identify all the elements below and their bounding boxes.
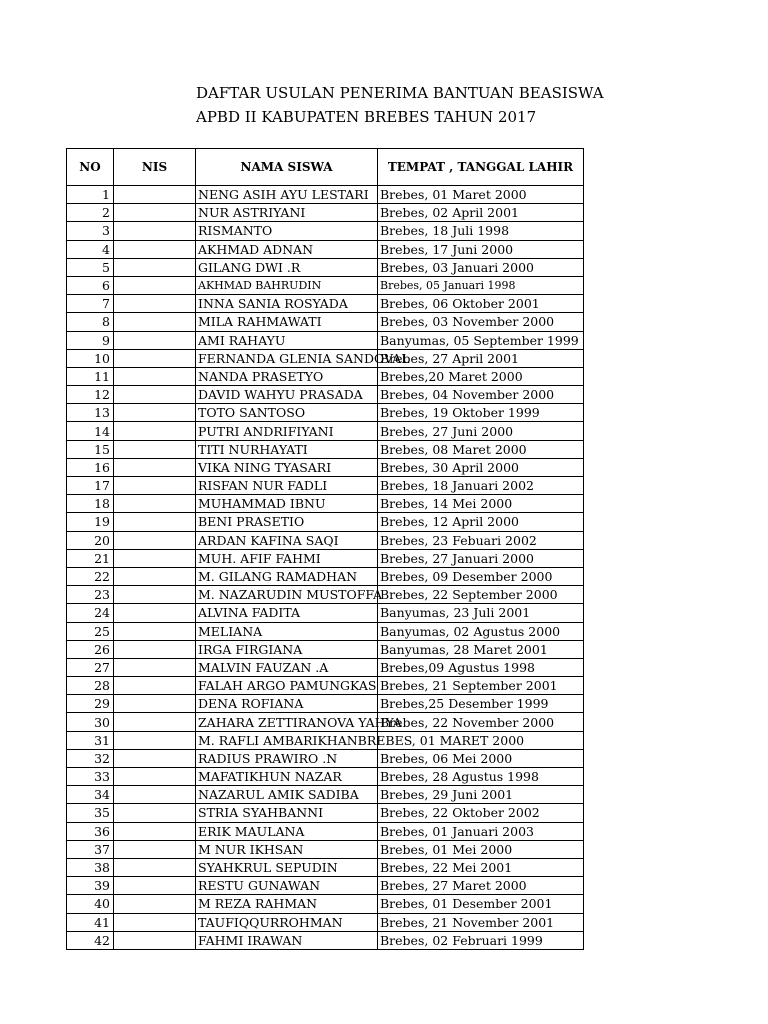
row-tempat-tanggal-lahir: Brebes, 29 Juni 2001 [378, 786, 584, 804]
table-row [67, 804, 584, 822]
row-tempat-tanggal-lahir: Brebes, 22 November 2000 [378, 713, 584, 731]
table-row [67, 276, 584, 294]
row-nama-siswa: NANDA PRASETYO [196, 367, 378, 385]
row-nama-siswa: M. NAZARUDIN MUSTOFFA [196, 586, 378, 604]
header-nis: NIS [114, 149, 196, 186]
table-row [67, 258, 584, 276]
row-nis [114, 895, 196, 913]
row-tempat-tanggal-lahir: Brebes, 27 Juni 2000 [378, 422, 584, 440]
row-nama-siswa: DAVID WAHYU PRASADA [196, 386, 378, 404]
row-nis [114, 422, 196, 440]
row-nama-siswa: IRGA FIRGIANA [196, 640, 378, 658]
row-no: 42 [67, 931, 114, 949]
row-no: 16 [67, 458, 114, 476]
table-row [67, 731, 584, 749]
row-tempat-tanggal-lahir: Brebes,09 Agustus 1998 [378, 658, 584, 676]
row-tempat-tanggal-lahir: Brebes, 04 November 2000 [378, 386, 584, 404]
row-tempat-tanggal-lahir: Brebes, 27 April 2001 [378, 349, 584, 367]
table-row [67, 531, 584, 549]
row-nama-siswa: MUHAMMAD IBNU [196, 495, 378, 513]
row-nis [114, 458, 196, 476]
row-nama-siswa: DENA ROFIANA [196, 695, 378, 713]
table-row [67, 858, 584, 876]
row-nis [114, 495, 196, 513]
row-tempat-tanggal-lahir: Brebes, 06 Mei 2000 [378, 749, 584, 767]
table-row [67, 895, 584, 913]
row-nama-siswa: M. GILANG RAMADHAN [196, 567, 378, 585]
row-nis [114, 931, 196, 949]
row-tempat-tanggal-lahir: Brebes, 01 Maret 2000 [378, 186, 584, 204]
row-nama-siswa: NUR ASTRIYANI [196, 204, 378, 222]
row-tempat-tanggal-lahir: Brebes, 12 April 2000 [378, 513, 584, 531]
row-nama-siswa: ALVINA FADITA [196, 604, 378, 622]
row-no: 15 [67, 440, 114, 458]
row-nis [114, 622, 196, 640]
row-nama-siswa: NENG ASIH AYU LESTARI [196, 186, 378, 204]
row-nama-siswa: ZAHARA ZETTIRANOVA YAHYA [196, 713, 378, 731]
table-row [67, 658, 584, 676]
table-row [67, 586, 584, 604]
row-tempat-tanggal-lahir: Brebes, 01 Desember 2001 [378, 895, 584, 913]
row-nama-siswa: M. RAFLI AMBARIKHANBREBES, 01 MARET 2000 [196, 731, 378, 749]
row-nis [114, 531, 196, 549]
row-tempat-tanggal-lahir: Brebes, 22 Oktober 2002 [378, 804, 584, 822]
row-tempat-tanggal-lahir: Brebes, 27 Maret 2000 [378, 877, 584, 895]
row-tempat-tanggal-lahir: Brebes, 02 Februari 1999 [378, 931, 584, 949]
row-tempat-tanggal-lahir: Brebes, 22 Mei 2001 [378, 858, 584, 876]
row-nis [114, 640, 196, 658]
row-tempat-tanggal-lahir: Brebes, 17 Juni 2000 [378, 240, 584, 258]
row-nama-siswa: TAUFIQQURROHMAN [196, 913, 378, 931]
row-tempat-tanggal-lahir: Banyumas, 02 Agustus 2000 [378, 622, 584, 640]
row-nis [114, 386, 196, 404]
row-no: 24 [67, 604, 114, 622]
row-nama-siswa: RADIUS PRAWIRO .N [196, 749, 378, 767]
table-row [67, 477, 584, 495]
row-tempat-tanggal-lahir: Brebes, 28 Agustus 1998 [378, 768, 584, 786]
row-nama-siswa: FALAH ARGO PAMUNGKAS [196, 677, 378, 695]
row-no: 32 [67, 749, 114, 767]
row-nama-siswa: ERIK MAULANA [196, 822, 378, 840]
row-no: 4 [67, 240, 114, 258]
row-nama-siswa: AMI RAHAYU [196, 331, 378, 349]
row-no: 35 [67, 804, 114, 822]
row-tempat-tanggal-lahir: Brebes,25 Desember 1999 [378, 695, 584, 713]
table-row [67, 622, 584, 640]
row-nama-siswa: RISFAN NUR FADLI [196, 477, 378, 495]
row-no: 38 [67, 858, 114, 876]
row-nama-siswa: FERNANDA GLENIA SANDOVAL [196, 349, 378, 367]
row-no: 18 [67, 495, 114, 513]
row-nis [114, 695, 196, 713]
row-nama-siswa: STRIA SYAHBANNI [196, 804, 378, 822]
table-row [67, 786, 584, 804]
row-tempat-tanggal-lahir: Brebes, 23 Febuari 2002 [378, 531, 584, 549]
document-title: DAFTAR USULAN PENERIMA BANTUAN BEASISWA [196, 84, 604, 102]
row-nis [114, 913, 196, 931]
row-nama-siswa: RESTU GUNAWAN [196, 877, 378, 895]
row-tempat-tanggal-lahir: Brebes, 01 Mei 2000 [378, 840, 584, 858]
table-row [67, 240, 584, 258]
row-no: 14 [67, 422, 114, 440]
row-no: 36 [67, 822, 114, 840]
row-no: 33 [67, 768, 114, 786]
row-nis [114, 276, 196, 294]
row-nis [114, 586, 196, 604]
row-nis [114, 295, 196, 313]
table-row [67, 404, 584, 422]
row-no: 3 [67, 222, 114, 240]
row-nama-siswa: RISMANTO [196, 222, 378, 240]
row-tempat-tanggal-lahir: Brebes, 30 April 2000 [378, 458, 584, 476]
scholarship-table [66, 148, 584, 950]
row-no: 1 [67, 186, 114, 204]
row-nama-siswa: MAFATIKHUN NAZAR [196, 768, 378, 786]
row-no: 25 [67, 622, 114, 640]
row-nis [114, 749, 196, 767]
row-no: 27 [67, 658, 114, 676]
row-tempat-tanggal-lahir: Brebes, 18 Juli 1998 [378, 222, 584, 240]
row-tempat-tanggal-lahir: Brebes, 01 Januari 2003 [378, 822, 584, 840]
table-row [67, 822, 584, 840]
row-nis [114, 440, 196, 458]
row-no: 40 [67, 895, 114, 913]
row-nis [114, 658, 196, 676]
row-nis [114, 877, 196, 895]
table-row [67, 549, 584, 567]
row-no: 28 [67, 677, 114, 695]
table-row [67, 386, 584, 404]
row-tempat-tanggal-lahir: Banyumas, 05 September 1999 [378, 331, 584, 349]
row-tempat-tanggal-lahir: Brebes, 21 September 2001 [378, 677, 584, 695]
row-tempat-tanggal-lahir: Brebes, 18 Januari 2002 [378, 477, 584, 495]
table-row [67, 367, 584, 385]
row-tempat-tanggal-lahir: Brebes, 22 September 2000 [378, 586, 584, 604]
row-nama-siswa: M REZA RAHMAN [196, 895, 378, 913]
table-row [67, 222, 584, 240]
table-row [67, 695, 584, 713]
table-row [67, 440, 584, 458]
row-no: 17 [67, 477, 114, 495]
row-tempat-tanggal-lahir: Brebes, 06 Oktober 2001 [378, 295, 584, 313]
row-nis [114, 604, 196, 622]
row-nis [114, 204, 196, 222]
row-nama-siswa: NAZARUL AMIK SADIBA [196, 786, 378, 804]
row-no: 11 [67, 367, 114, 385]
table-row [67, 931, 584, 949]
row-no: 6 [67, 276, 114, 294]
header-tempat-tanggal-lahir: TEMPAT , TANGGAL LAHIR [378, 149, 584, 186]
row-nis [114, 258, 196, 276]
row-tempat-tanggal-lahir: Brebes, 19 Oktober 1999 [378, 404, 584, 422]
row-nis [114, 822, 196, 840]
table-row [67, 677, 584, 695]
table-row [67, 422, 584, 440]
row-no: 12 [67, 386, 114, 404]
row-no: 5 [67, 258, 114, 276]
row-no: 30 [67, 713, 114, 731]
row-nis [114, 858, 196, 876]
row-nis [114, 713, 196, 731]
row-nis [114, 731, 196, 749]
row-nis [114, 367, 196, 385]
row-nis [114, 331, 196, 349]
table-header-row [67, 149, 584, 186]
row-nama-siswa: BENI PRASETIO [196, 513, 378, 531]
table-row [67, 295, 584, 313]
row-no: 23 [67, 586, 114, 604]
table-row [67, 204, 584, 222]
table-row [67, 513, 584, 531]
row-tempat-tanggal-lahir: Brebes, 02 April 2001 [378, 204, 584, 222]
row-no: 26 [67, 640, 114, 658]
table-body [67, 186, 584, 950]
row-nama-siswa: TOTO SANTOSO [196, 404, 378, 422]
row-nis [114, 222, 196, 240]
table-row [67, 567, 584, 585]
table-row [67, 877, 584, 895]
table-row [67, 458, 584, 476]
row-no: 37 [67, 840, 114, 858]
row-tempat-tanggal-lahir: Brebes, 08 Maret 2000 [378, 440, 584, 458]
row-tempat-tanggal-lahir: Brebes, 14 Mei 2000 [378, 495, 584, 513]
row-nama-siswa: TITI NURHAYATI [196, 440, 378, 458]
row-no: 2 [67, 204, 114, 222]
row-tempat-tanggal-lahir: Brebes, 27 Januari 2000 [378, 549, 584, 567]
row-nis [114, 240, 196, 258]
row-no: 21 [67, 549, 114, 567]
row-nama-siswa: MALVIN FAUZAN .A [196, 658, 378, 676]
row-tempat-tanggal-lahir: Brebes, 09 Desember 2000 [378, 567, 584, 585]
row-nama-siswa: FAHMI IRAWAN [196, 931, 378, 949]
table-row [67, 640, 584, 658]
row-nis [114, 313, 196, 331]
row-no: 7 [67, 295, 114, 313]
row-nama-siswa: AKHMAD BAHRUDIN [196, 276, 378, 294]
table-row [67, 495, 584, 513]
row-nis [114, 549, 196, 567]
table-row [67, 913, 584, 931]
row-nis [114, 840, 196, 858]
row-no: 9 [67, 331, 114, 349]
row-no: 13 [67, 404, 114, 422]
table-row [67, 840, 584, 858]
row-nis [114, 404, 196, 422]
row-tempat-tanggal-lahir: Brebes, 21 November 2001 [378, 913, 584, 931]
row-no: 20 [67, 531, 114, 549]
row-nama-siswa: AKHMAD ADNAN [196, 240, 378, 258]
table-row [67, 749, 584, 767]
row-nama-siswa: GILANG DWI .R [196, 258, 378, 276]
table-row [67, 313, 584, 331]
row-nama-siswa: SYAHKRUL SEPUDIN [196, 858, 378, 876]
row-nama-siswa: PUTRI ANDRIFIYANI [196, 422, 378, 440]
header-nama-siswa: NAMA SISWA [196, 149, 378, 186]
header-no: NO [67, 149, 114, 186]
row-tempat-tanggal-lahir: Brebes, 03 Januari 2000 [378, 258, 584, 276]
row-nis [114, 567, 196, 585]
row-tempat-tanggal-lahir: Banyumas, 23 Juli 2001 [378, 604, 584, 622]
row-no: 31 [67, 731, 114, 749]
row-no: 39 [67, 877, 114, 895]
row-nama-siswa: VIKA NING TYASARI [196, 458, 378, 476]
row-nis [114, 786, 196, 804]
row-nis [114, 768, 196, 786]
row-tempat-tanggal-lahir: Brebes, 03 November 2000 [378, 313, 584, 331]
row-no: 41 [67, 913, 114, 931]
row-nama-siswa: INNA SANIA ROSYADA [196, 295, 378, 313]
row-nis [114, 513, 196, 531]
row-nama-siswa: MUH. AFIF FAHMI [196, 549, 378, 567]
row-nama-siswa: MELIANA [196, 622, 378, 640]
document-subtitle: APBD II KABUPATEN BREBES TAHUN 2017 [196, 108, 537, 126]
row-nama-siswa: M NUR IKHSAN [196, 840, 378, 858]
table-row [67, 331, 584, 349]
row-nis [114, 477, 196, 495]
table-row [67, 604, 584, 622]
row-nis [114, 349, 196, 367]
row-no: 19 [67, 513, 114, 531]
row-no: 8 [67, 313, 114, 331]
row-tempat-tanggal-lahir: Banyumas, 28 Maret 2001 [378, 640, 584, 658]
row-no: 22 [67, 567, 114, 585]
table-row [67, 768, 584, 786]
row-no: 10 [67, 349, 114, 367]
row-tempat-tanggal-lahir: Brebes, 05 Januari 1998 [378, 276, 584, 294]
table-row [67, 186, 584, 204]
table-row [67, 713, 584, 731]
row-nis [114, 677, 196, 695]
row-nis [114, 186, 196, 204]
row-nama-siswa: MILA RAHMAWATI [196, 313, 378, 331]
row-nis [114, 804, 196, 822]
row-no: 29 [67, 695, 114, 713]
row-nama-siswa: ARDAN KAFINA SAQI [196, 531, 378, 549]
table-row [67, 349, 584, 367]
row-tempat-tanggal-lahir: Brebes,20 Maret 2000 [378, 367, 584, 385]
row-no: 34 [67, 786, 114, 804]
